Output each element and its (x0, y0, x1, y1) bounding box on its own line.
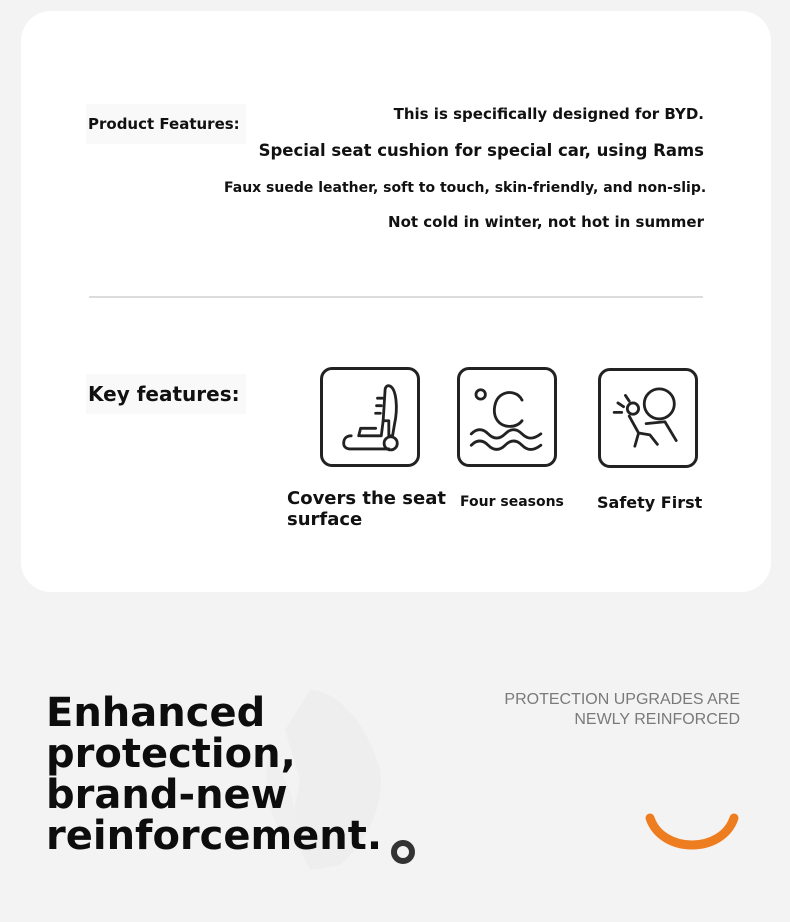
caption-four-seasons: Four seasons (460, 494, 564, 510)
product-card (21, 11, 771, 592)
caption-safety-first: Safety First (597, 493, 703, 512)
feature-line-1: This is specifically designed for BYD. (393, 105, 704, 123)
feature-line-4: Not cold in winter, not hot in summer (388, 213, 704, 231)
hero-heading: Enhanced protection, brand-new reinforcement. (46, 690, 383, 859)
section-divider (89, 296, 703, 298)
ring-icon (389, 838, 417, 866)
caption-covers-seat: Covers the seat surface (287, 488, 446, 530)
smile-arc-icon (644, 810, 740, 858)
product-features-label: Product Features: (86, 104, 246, 144)
hero-subheading: PROTECTION UPGRADES ARE NEWLY REINFORCED (504, 691, 740, 728)
key-features-label: Key features: (86, 374, 246, 414)
feature-line-3: Faux suede leather, soft to touch, skin-friendly, and non-slip. (224, 180, 707, 196)
product-features-list (224, 105, 707, 251)
car-seat-icon (320, 367, 420, 467)
airbag-icon (598, 368, 698, 468)
feature-line-2: Special seat cushion for special car, using Rams (258, 141, 704, 160)
temperature-waves-icon (457, 367, 557, 467)
